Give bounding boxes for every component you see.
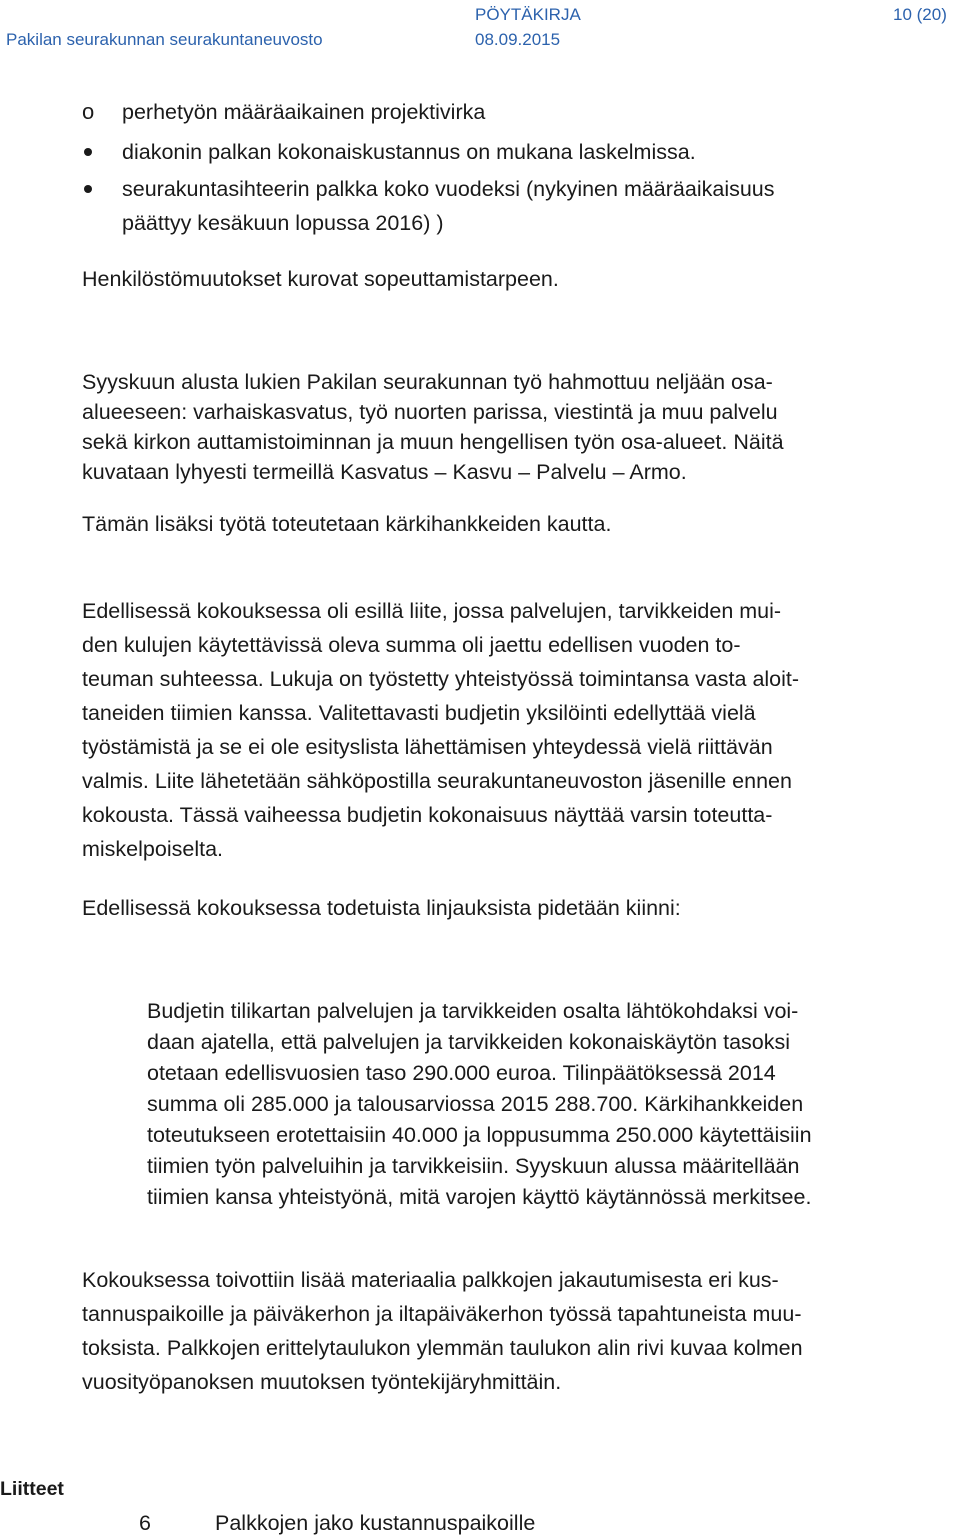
text-line: työstämistä ja se ei ole esityslista lähettämisen yhteydessä vielä riittävän (82, 735, 773, 759)
paragraph-budget-attachment (82, 594, 799, 866)
bullet-item: seurakuntasihteerin palkka koko vuodeksi (nykyinen määräaikaisuus (122, 177, 775, 201)
text-line: sekä kirkon auttamistoiminnan ja muun hengellisen työn osa-alueet. Näitä (82, 430, 784, 454)
header-date: 08.09.2015 (475, 30, 561, 49)
text-line: teuman suhteessa. Lukuja on työstetty yhteistyössä toimintansa vasta aloit- (82, 667, 800, 691)
sub-item-marker: o (82, 99, 95, 124)
bullet-item-continuation: päättyy kesäkuun lopussa 2016) ) (122, 211, 444, 235)
paragraph-salary-request (82, 1263, 803, 1399)
text-line: Budjetin tilikartan palvelujen ja tarvikkeiden osalta lähtökohdaksi voi- (147, 999, 799, 1023)
text-line: miskelpoiselta. (82, 837, 223, 861)
bullet-icon (84, 185, 92, 193)
paragraph-guidelines: Edellisessä kokouksessa todetuista linjauksista pidetään kiinni: (82, 896, 681, 920)
header-organization: Pakilan seurakunnan seurakuntaneuvosto (6, 30, 323, 49)
text-line: tiimien työn palveluihin ja tarvikkeisiin. Syyskuun alussa määritellään (147, 1154, 800, 1178)
text-line: daan ajatella, että palvelujen ja tarvikkeiden kokonaiskäytön tasoksi (147, 1030, 791, 1054)
text-line: toksista. Palkkojen erittelytaulukon ylemmän taulukon alin rivi kuvaa kolmen (82, 1336, 803, 1360)
text-line: Edellisessä kokouksessa oli esillä liite, jossa palvelujen, tarvikkeiden mui- (82, 599, 782, 623)
text-line: kuvataan lyhyesti termeillä Kasvatus – Kasvu – Palvelu – Armo. (82, 460, 687, 484)
attachment-title: Palkkojen jako kustannuspaikoille (215, 1511, 536, 1535)
paragraph-spearhead-projects: Tämän lisäksi työtä toteutetaan kärkihankkeiden kautta. (82, 512, 612, 536)
text-line: valmis. Liite lähetetään sähköpostilla seurakuntaneuvoston jäsenille ennen (82, 769, 792, 793)
header-doc-type: PÖYTÄKIRJA (475, 5, 581, 24)
paragraph-work-areas (82, 367, 784, 487)
bullet-item: diakonin palkan kokonaiskustannus on mukana laskelmissa. (122, 140, 696, 164)
text-line: Syyskuun alusta lukien Pakilan seurakunnan työ hahmottuu neljään osa- (82, 370, 773, 394)
text-line: toteutukseen erotettaisiin 40.000 ja loppusumma 250.000 käytettäisiin (147, 1123, 812, 1147)
sub-item-text: perhetyön määräaikainen projektivirka (122, 100, 486, 124)
text-line: summa oli 285.000 ja talousarviossa 2015 288.700. Kärkihankkeiden (147, 1092, 804, 1116)
paragraph-budget-guideline (147, 996, 812, 1213)
header-page-number: 10 (20) (893, 5, 947, 24)
attachments-heading: Liitteet (0, 1478, 64, 1500)
text-line: alueeseen: varhaiskasvatus, työ nuorten parissa, viestintä ja muu palvelu (82, 400, 778, 424)
text-line: taneiden tiimien kanssa. Valitettavasti budjetin yksilöinti edellyttää vielä (82, 701, 756, 725)
attachment-number: 6 (139, 1511, 151, 1535)
text-line: Kokouksessa toivottiin lisää materiaalia palkkojen jakautumisesta eri kus- (82, 1268, 779, 1292)
bullet-icon (84, 148, 92, 156)
text-line: tannuspaikoille ja päiväkerhon ja iltapäiväkerhon työssä tapahtuneista muu- (82, 1302, 802, 1326)
text-line: otetaan edellisvuosien taso 290.000 euroa. Tilinpäätöksessä 2014 (147, 1061, 776, 1085)
statement: Henkilöstömuutokset kurovat sopeuttamistarpeen. (82, 267, 559, 291)
text-line: kokousta. Tässä vaiheessa budjetin kokonaisuus näyttää varsin toteutta- (82, 803, 773, 827)
text-line: tiimien kansa yhteistyönä, mitä varojen käyttö käytännössä merkitsee. (147, 1185, 812, 1209)
text-line: den kulujen käytettävissä oleva summa oli jaettu edellisen vuoden to- (82, 633, 741, 657)
text-line: vuosityöpanoksen muutoksen työntekijäryhmittäin. (82, 1370, 562, 1394)
